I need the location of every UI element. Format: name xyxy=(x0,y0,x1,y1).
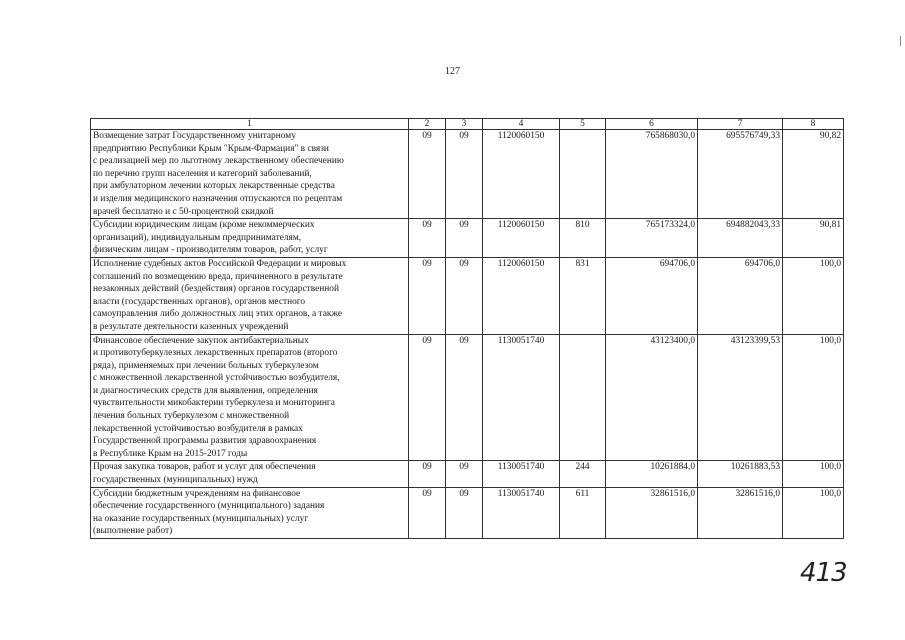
row-target-item-code: 1130051740 xyxy=(483,334,560,461)
row-subsection-code: 09 xyxy=(446,219,483,258)
row-execution-percent: 100,0 xyxy=(783,257,844,334)
row-subsection-code: 09 xyxy=(446,487,483,538)
row-execution-percent: 100,0 xyxy=(783,334,844,461)
handwritten-page-number: 413 xyxy=(800,558,847,588)
header-col-5: 5 xyxy=(560,119,606,130)
header-col-7: 7 xyxy=(698,119,783,130)
row-section-code: 09 xyxy=(409,461,446,487)
row-subsection-code: 09 xyxy=(446,461,483,487)
row-section-code: 09 xyxy=(409,334,446,461)
scan-edge-mark xyxy=(900,36,901,46)
row-target-item-code: 1130051740 xyxy=(483,487,560,538)
row-execution-percent: 100,0 xyxy=(783,487,844,538)
row-expense-type-code: 810 xyxy=(560,219,606,258)
row-section-code: 09 xyxy=(409,487,446,538)
row-target-item-code: 1120060150 xyxy=(483,219,560,258)
row-executed-amount: 694706,0 xyxy=(698,257,783,334)
header-col-1: 1 xyxy=(91,119,409,130)
header-col-8: 8 xyxy=(783,119,844,130)
row-description: Исполнение судебных актов Российской Федерации и мировых соглашений по возмещению вреда, причиненного в результате незаконных действий (бездействия) органов государственной власти (государственных органов), органов местного самоуправления либо должностных лиц этих органов, а также в результате деятельности казенных учреждений xyxy=(91,257,409,334)
row-execution-percent: 100,0 xyxy=(783,461,844,487)
row-subsection-code: 09 xyxy=(446,334,483,461)
table-row xyxy=(91,130,844,219)
row-description: Возмещение затрат Государственному унитарному предприятию Республики Крым "Крым-Фармация" в связи с реализацией мер по льготному лекарственному обеспечению по перечню групп населения и категорий заболеваний, при амбулаторном лечении которых лекарственные средства и изделия медицинского назначения отпускаются по рецептам врачей бесплатно и с 50-процентной скидкой xyxy=(91,130,409,219)
table-row xyxy=(91,461,844,487)
row-expense-type-code xyxy=(560,130,606,219)
row-subsection-code: 09 xyxy=(446,257,483,334)
row-description: Субсидии юридическим лицам (кроме некоммерческих организаций), индивидуальным предпринимателям, физическим лицам - производителям товаров, работ, услуг xyxy=(91,219,409,258)
row-expense-type-code: 244 xyxy=(560,461,606,487)
row-executed-amount: 43123399,53 xyxy=(698,334,783,461)
table-header-row xyxy=(91,119,844,130)
row-section-code: 09 xyxy=(409,219,446,258)
page-number: 127 xyxy=(445,66,460,77)
row-planned-amount: 10261884,0 xyxy=(606,461,698,487)
row-section-code: 09 xyxy=(409,130,446,219)
row-execution-percent: 90,81 xyxy=(783,219,844,258)
row-expense-type-code xyxy=(560,334,606,461)
header-col-4: 4 xyxy=(483,119,560,130)
row-target-item-code: 1130051740 xyxy=(483,461,560,487)
row-executed-amount: 694882043,33 xyxy=(698,219,783,258)
table-row xyxy=(91,219,844,258)
budget-execution-table xyxy=(90,118,844,539)
row-expense-type-code: 831 xyxy=(560,257,606,334)
header-col-3: 3 xyxy=(446,119,483,130)
row-description: Финансовое обеспечение закупок антибактериальных и противотуберкулезных лекарственных препаратов (второго ряда), применяемых при лечении больных туберкулезом с множественной лекарственной устойчивостью возбудителя, и диагностических средств для выявления, определения чувствительности микобактерии туберкулеза и мониторинга лечения больных туберкулезом с множественной лекарственной устойчивостью возбудителя в рамках Государственной программы развития здравоохранения в Республике Крым на 2015-2017 годы xyxy=(91,334,409,461)
row-planned-amount: 694706,0 xyxy=(606,257,698,334)
row-planned-amount: 43123400,0 xyxy=(606,334,698,461)
header-col-6: 6 xyxy=(606,119,698,130)
row-executed-amount: 695576749,33 xyxy=(698,130,783,219)
row-planned-amount: 765173324,0 xyxy=(606,219,698,258)
table-row xyxy=(91,257,844,334)
row-description: Субсидии бюджетным учреждениям на финансовое обеспечение государственного (муниципального) задания на оказание государственных (муниципальных) услуг (выполнение работ) xyxy=(91,487,409,538)
row-description: Прочая закупка товаров, работ и услуг для обеспечения государственных (муниципальных) нужд xyxy=(91,461,409,487)
row-expense-type-code: 611 xyxy=(560,487,606,538)
row-target-item-code: 1120060150 xyxy=(483,257,560,334)
row-execution-percent: 90,82 xyxy=(783,130,844,219)
table-row xyxy=(91,334,844,461)
row-planned-amount: 32861516,0 xyxy=(606,487,698,538)
row-section-code: 09 xyxy=(409,257,446,334)
row-target-item-code: 1120060150 xyxy=(483,130,560,219)
row-subsection-code: 09 xyxy=(446,130,483,219)
row-planned-amount: 765868030,0 xyxy=(606,130,698,219)
row-executed-amount: 32861516,0 xyxy=(698,487,783,538)
table-row xyxy=(91,487,844,538)
header-col-2: 2 xyxy=(409,119,446,130)
row-executed-amount: 10261883,53 xyxy=(698,461,783,487)
